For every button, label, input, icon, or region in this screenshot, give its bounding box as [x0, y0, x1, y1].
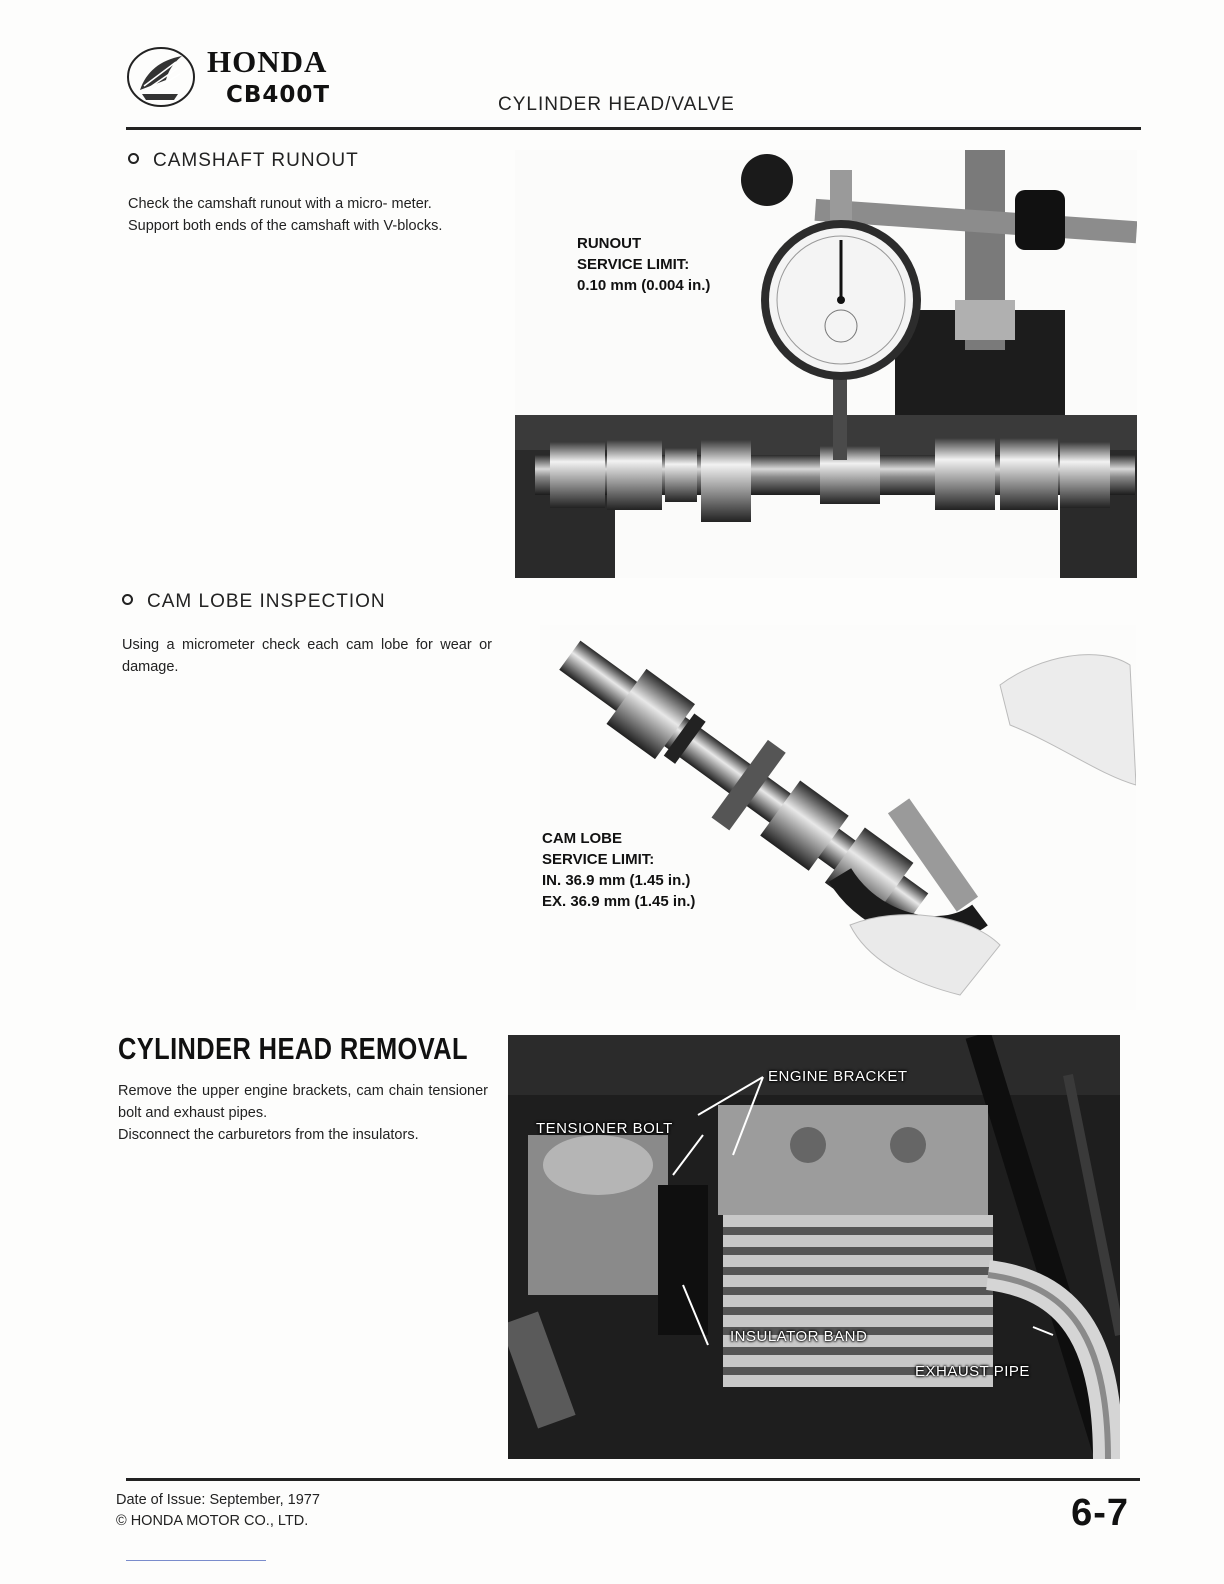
cylinder-head-removal-text — [118, 1080, 488, 1146]
footer-info — [116, 1490, 320, 1532]
label-insulator-band: INSULATOR BAND — [730, 1328, 868, 1345]
cam-lobe-callout-title: CAM LOBE — [542, 830, 622, 847]
camshaft-runout-photo — [515, 150, 1137, 578]
cam-lobe-photo — [540, 625, 1136, 1010]
header-rule — [126, 127, 1141, 130]
issue-date: Date of Issue: September, 1977 — [116, 1492, 320, 1508]
cam-lobe-callout-limit-label: SERVICE LIMIT: — [542, 851, 655, 868]
label-tensioner-bolt: TENSIONER BOLT — [536, 1120, 673, 1137]
runout-callout — [577, 233, 710, 296]
cam-lobe-callout-in: IN. 36.9 mm (1.45 in.) — [542, 872, 691, 889]
runout-callout-title: RUNOUT — [577, 235, 642, 252]
runout-instruction-2: Support both ends of the camshaft with V-blocks. — [128, 218, 443, 234]
removal-instruction-2: Disconnect the carburetors from the insulators. — [118, 1127, 419, 1143]
section-title: CYLINDER HEAD/VALVE — [498, 94, 735, 115]
label-engine-bracket: ENGINE BRACKET — [768, 1068, 908, 1085]
runout-callout-limit-label: SERVICE LIMIT: — [577, 256, 690, 273]
honda-wing-logo — [126, 46, 196, 108]
bullet-icon — [128, 153, 139, 164]
cam-lobe-callout — [542, 828, 695, 912]
cylinder-head-removal-heading: CYLINDER HEAD REMOVAL — [118, 1031, 468, 1066]
camshaft-runout-text — [128, 193, 498, 237]
cam-lobe-callout-ex: EX. 36.9 mm (1.45 in.) — [542, 893, 696, 910]
runout-instruction-1: Check the camshaft runout with a micro- meter. — [128, 196, 432, 212]
brand-name: HONDA — [207, 44, 328, 79]
label-exhaust-pipe: EXHAUST PIPE — [915, 1363, 1030, 1380]
removal-instruction-1: Remove the upper engine brackets, cam chain tensioner bolt and exhaust pipes. — [118, 1083, 488, 1121]
cylinder-head-photo — [508, 1035, 1120, 1459]
cam-lobe-heading: CAM LOBE INSPECTION — [122, 591, 386, 613]
camshaft-runout-heading: CAMSHAFT RUNOUT — [128, 150, 359, 172]
footer-rule — [126, 1478, 1140, 1481]
model-name: CB400T — [226, 82, 331, 108]
runout-callout-value: 0.10 mm (0.004 in.) — [577, 277, 711, 294]
bullet-icon — [122, 594, 133, 605]
cam-lobe-text: Using a micrometer check each cam lobe for wear or damage. — [122, 637, 492, 675]
copyright: © HONDA MOTOR CO., LTD. — [116, 1513, 309, 1529]
page-number: 6-7 — [1071, 1492, 1129, 1534]
footer-mark — [126, 1560, 266, 1561]
